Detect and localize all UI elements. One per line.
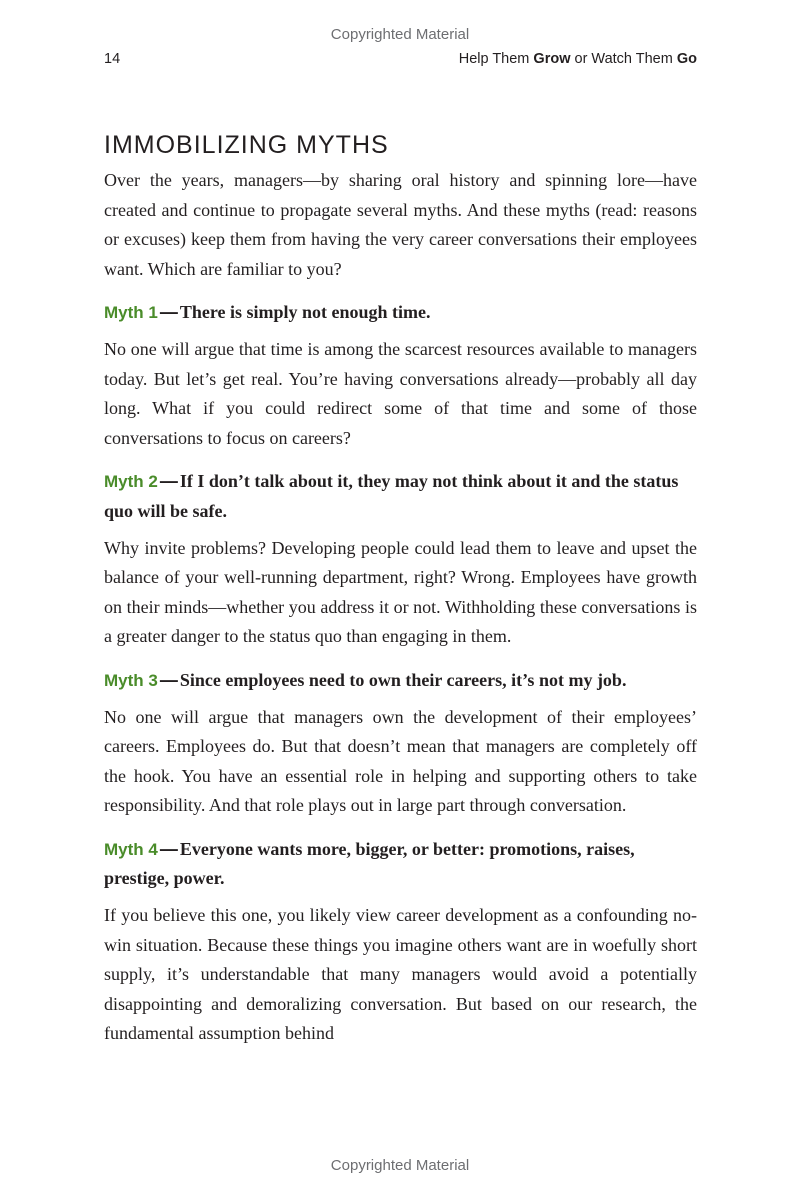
- myth-1-dash: —: [159, 302, 178, 323]
- myth-3-dash: —: [159, 669, 178, 690]
- book-title-part2: or Watch Them: [570, 51, 677, 67]
- myth-2-label: Myth 2: [104, 472, 158, 492]
- page-content: [104, 128, 697, 1049]
- watermark-top: Copyrighted Material: [330, 26, 470, 43]
- myth-1-label: Myth 1: [104, 303, 158, 323]
- myth-1-title: There is simply not enough time.: [179, 302, 431, 323]
- myth-1-heading: [104, 298, 697, 328]
- myth-4-body: If you believe this one, you likely view career development as a confounding no-win situation. Because these things you imagine others want are in woefully short supply, it’s understandable that many managers would avoid a potentially disappointing and demoralizing conversation. But based on our research, the fundamental assumption behind: [104, 905, 697, 1044]
- myth-3-heading: [104, 666, 697, 696]
- myth-4-heading: [104, 835, 697, 894]
- myth-2-title: If I don’t talk about it, they may not think about it and the status quo will be safe.: [104, 471, 679, 521]
- book-title-grow: Grow: [533, 51, 571, 67]
- myth-2-body: Why invite problems? Developing people could lead them to leave and upset the balance of your well-running department, right? Wrong. Employees have growth on their minds—whether you address it or not. Withholding these conversations is a greater danger to the status quo than engaging in them.: [104, 537, 697, 647]
- book-title-go: Go: [676, 51, 697, 67]
- myth-4-label: Myth 4: [104, 839, 158, 859]
- book-title: [459, 51, 697, 67]
- watermark-bottom: Copyrighted Material: [330, 1157, 470, 1174]
- myth-1-body: No one will argue that time is among the scarcest resources available to managers today. But let’s get real. You’re having conversations already—probably all day long. What if you could redirect some of that time and some of those conversations to focus on careers?: [104, 338, 697, 448]
- myth-4-dash: —: [159, 838, 178, 859]
- myth-2-heading: [104, 467, 697, 526]
- myth-3-label: Myth 3: [104, 670, 158, 690]
- book-title-part1: Help Them: [458, 51, 534, 67]
- myth-2-dash: —: [159, 471, 178, 492]
- myth-4-title: Everyone wants more, bigger, or better: promotions, raises, prestige, power.: [104, 838, 635, 889]
- intro-paragraph: Over the years, managers—by sharing oral history and spinning lore—have created and continue to propagate several myths. And these myths (read: reasons or excuses) keep them from having the very career conversations their employees want. Which are familiar to you?: [104, 170, 697, 279]
- myth-3-title: Since employees need to own their careers, it’s not my job.: [179, 669, 627, 690]
- page-number: 14: [104, 51, 121, 67]
- myth-3-body: No one will argue that managers own the development of their employees’ careers. Employees do. But that doesn’t mean that managers are completely off the hook. You have an essential role in helping and supporting others to take responsibility. And that role plays out in large part through conversation.: [104, 706, 697, 816]
- section-heading: IMMOBILIZING MYTHS: [104, 131, 389, 159]
